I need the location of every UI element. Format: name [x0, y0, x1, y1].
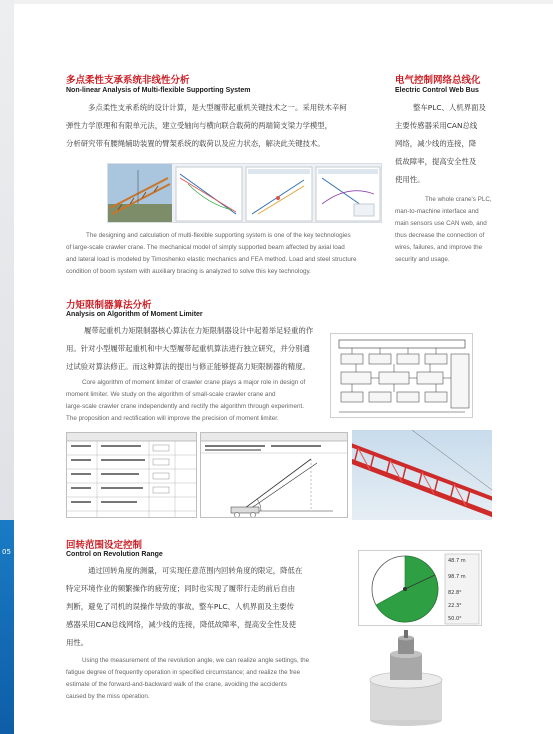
section3-title-en: Analysis on Algorithm of Moment Limiter [66, 311, 203, 318]
section4-body-en-line: Using the measurement of the revolution angle, we can realize angle settings, the [82, 657, 310, 664]
section2-title-cn: 电气控制网络总线化 [395, 75, 481, 86]
section1-body-cn-line: 弹性力学原理和有限单元法，建立受轴向与横向联合载荷的两端简支梁力学模型， [66, 121, 333, 130]
section1-body-cn-line: 多点柔性支承系统的设计计算，是大型履带起重机关键技术之一。采用铁木辛柯 [88, 103, 347, 112]
section3-body-cn-line: 履带起重机力矩限制器核心算法在力矩限制器设计中起着举足轻重的作 [84, 326, 314, 335]
algorithm-table-small-crane [66, 432, 197, 518]
section4-body-cn [66, 562, 302, 652]
section2-body-cn [395, 99, 486, 189]
section2-body-en-line: thus decrease the connection of [395, 232, 485, 239]
section4-body-cn-line: 通过回转角度的测量，可实现任意范围内回转角度的限定，降低在 [88, 566, 303, 575]
section4-body-en-line: fatigue degree of frequently operation in specified circumstance; and realize the free [66, 669, 301, 676]
section3-title-cn: 力矩限制器算法分析 [66, 300, 152, 311]
section2-body-cn-line: 网络，减少线的连接，降 [395, 139, 477, 148]
section1-body-en-line: and lateral load is modeled by Timoshenko elastic mechanics and FEA method. Load and steel structure [66, 256, 357, 263]
section4-body-en [66, 655, 309, 703]
section2-body-en-line: wires, failures, and improve the [395, 244, 483, 251]
section1-body-cn [66, 99, 347, 153]
section2-body-cn-line: 低故障率，提高安全性及 [395, 157, 477, 166]
section4-body-en-line: caused by the miss operation. [66, 693, 150, 700]
section4-body-cn-line: 用性。 [66, 638, 89, 647]
section2-body-en-line: man-to-machine interface and [395, 208, 479, 215]
moment-limiter-block-diagram [330, 333, 473, 418]
algorithm-diagram-large-crane [200, 432, 348, 518]
section1-body-en-line: of large-scale crawler crane. The mechanical model of simply supported beam affected by axial load [66, 244, 345, 251]
section1-body-en-line: The designing and calculation of multi-flexible supporting system is one of the key technologies [86, 232, 351, 239]
section3-body-en-line: Core algorithm of moment limiter of crawler crane plays a major role in design of [82, 379, 306, 386]
section2-body-en-line: main sensors use CAN web, and [395, 220, 487, 227]
section1-title-en: Non-linear Analysis of Multi-flexible Supporting System [66, 87, 251, 94]
readout-50-0: 50.0° [448, 616, 462, 622]
section3-body-cn-line: 过试验对算法修正。而这种算法的提出与修正能够提高力矩限制器的精度。 [66, 362, 310, 371]
slew-sensor-photo [360, 628, 450, 728]
section3-body-cn-line: 用。针对小型履带起重机和中大型履带起重机算法进行独立研究，并分别通 [66, 344, 310, 353]
boom-analysis-figure [107, 163, 382, 223]
section3-body-cn [66, 322, 313, 376]
section3-body-en [66, 377, 305, 425]
section2-body-cn-line: 使用性。 [395, 175, 425, 184]
section2-title-en: Electric Control Web Bus [395, 87, 479, 94]
section3-body-en-line: The proposition and rectification will improve the precision of moment limiter. [66, 415, 279, 422]
section4-body-cn-line: 判断，避免了司机的误操作导致的事故。整车PLC、人机界面及主要传 [66, 602, 295, 611]
section4-title-en: Control on Revolution Range [66, 551, 163, 558]
section2-body-en [395, 194, 492, 266]
section4-body-en-line: estimate of the forward-and-backward walk of the crane, avoiding the accidents [66, 681, 287, 688]
red-lattice-boom-photo [352, 430, 492, 520]
section3-body-en-line: large-scale crawler crane independently and rectify the algorithm through experiment. [66, 403, 305, 410]
section4-body-cn-line: 感器采用CAN总线网络，减少线的连接，降低故障率，提高安全性及使 [66, 620, 297, 629]
readout-22-3: 22.3° [448, 603, 462, 609]
section2-body-cn-line: 主要传感器采用CAN总线 [395, 121, 478, 130]
section4-title-cn: 回转范围设定控制 [66, 540, 143, 551]
page-top-edge [0, 0, 553, 4]
section1-body-cn-line: 分析研究带有腰绳辅助装置的臂架系统的载荷以及应力状态，解决此关键技术。 [66, 139, 325, 148]
readout-48-7: 48.7 m [448, 558, 466, 564]
section2-body-en-line: The whole crane's PLC, [425, 196, 492, 203]
section1-body-en [66, 230, 357, 278]
revolution-range-diagram [358, 550, 482, 626]
readout-82-8: 82.8° [448, 590, 462, 596]
section2-body-cn-line: 整车PLC、人机界面及 [413, 103, 486, 112]
section1-title-cn: 多点柔性支承系统非线性分析 [66, 75, 190, 86]
section2-body-en-line: security and usage. [395, 256, 450, 263]
page-number: 05 [2, 548, 11, 556]
section4-body-cn-line: 特定环境作业的频繁操作的疲劳度；同时也实现了履带行走的前后自由 [66, 584, 296, 593]
section1-body-en-line: condition of boom system with auxiliary bracing is analyzed to solve this key technology. [66, 268, 311, 275]
section3-body-en-line: moment limiter. We study on the algorithm of small-scale crawler crane and [66, 391, 276, 398]
readout-98-7: 98.7 m [448, 574, 466, 580]
